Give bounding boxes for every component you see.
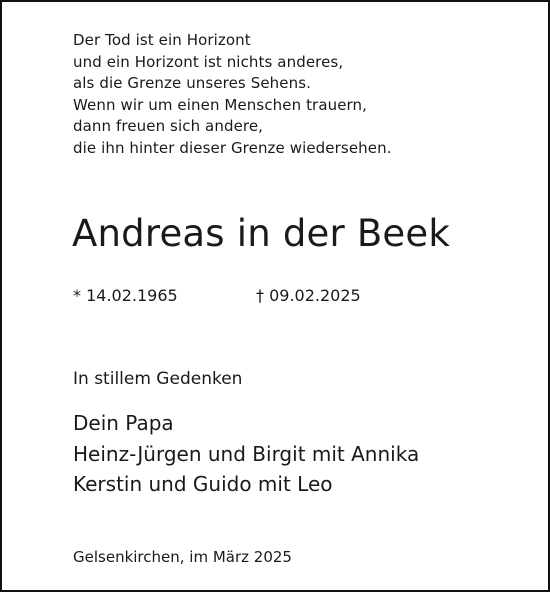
poem	[73, 30, 392, 159]
poem-line: als die Grenze unseres Sehens.	[73, 74, 311, 92]
poem-line: und ein Horizont ist nichts anderes,	[73, 52, 344, 71]
poem-line: dann freuen sich andere,	[73, 117, 264, 135]
mourners-list	[73, 408, 419, 500]
poem-line: Der Tod ist ein Horizont	[73, 31, 251, 49]
deceased-name: Andreas in der Beek	[72, 212, 450, 255]
poem-line: Wenn wir um einen Menschen trauern,	[73, 95, 368, 114]
remembrance-line: In stillem Gedenken	[73, 369, 243, 389]
mourner-line: Kerstin und Guido mit Leo	[73, 472, 333, 496]
poem-line: die ihn hinter dieser Grenze wiedersehen.	[73, 138, 392, 157]
mourner-line: Heinz-Jürgen und Birgit mit Annika	[73, 441, 420, 466]
birth-date: * 14.02.1965	[73, 286, 178, 305]
mourner-line: Dein Papa	[73, 411, 174, 435]
place-and-date: Gelsenkirchen, im März 2025	[73, 548, 292, 566]
death-date: † 09.02.2025	[256, 286, 361, 305]
